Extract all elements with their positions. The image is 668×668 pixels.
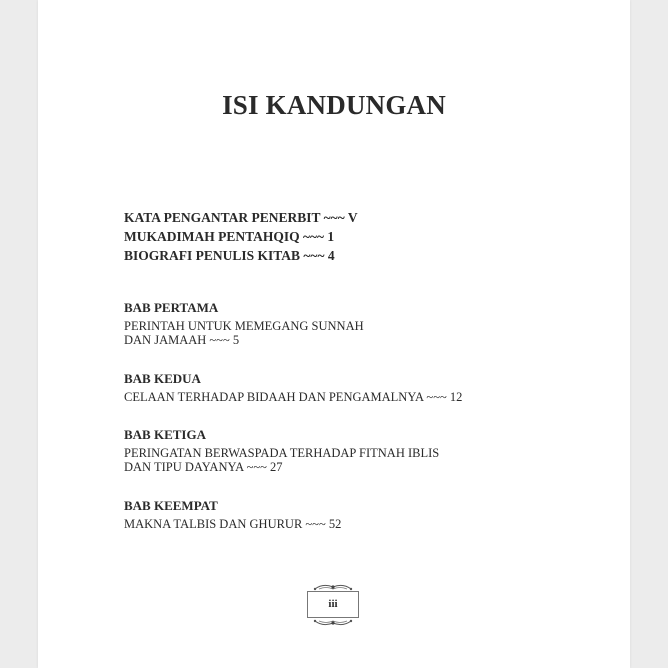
page-number-ornament	[303, 583, 363, 627]
toc-entry-biografi: BIOGRAFI PENULIS KITAB ~~~ 4	[124, 248, 335, 263]
page-title: ISI KANDUNGAN	[222, 90, 446, 120]
chapter-label: BAB KETIGA	[124, 427, 206, 442]
chapter-section-pertama	[124, 299, 364, 347]
chapter-entry: CELAAN TERHADAP BIDAAH DAN PENGAMALNYA ~~~ 12	[124, 390, 463, 404]
toc-entry-mukadimah: MUKADIMAH PENTAHQIQ ~~~ 1	[124, 229, 335, 244]
chapter-section-kedua	[124, 370, 462, 404]
chapter-label: BAB KEEMPAT	[124, 498, 218, 513]
chapter-entry: MAKNA TALBIS DAN GHURUR ~~~ 52	[124, 517, 342, 531]
chapter-section-ketiga	[124, 426, 439, 474]
front-matter-list	[124, 208, 358, 265]
chapter-entry: PERINGATAN BERWASPADA TERHADAP FITNAH IBLIS DAN TIPU DAYANYA ~~~ 27	[124, 446, 440, 474]
chapter-section-keempat	[124, 497, 341, 531]
chapter-label: BAB KEDUA	[124, 371, 201, 386]
chapter-label: BAB PERTAMA	[124, 300, 219, 315]
page-number: iii	[328, 598, 338, 610]
book-page	[38, 0, 630, 668]
chapter-entry: PERINTAH UNTUK MEMEGANG SUNNAH DAN JAMAAH ~~~ 5	[124, 319, 364, 347]
toc-entry-kata-pengantar: KATA PENGANTAR PENERBIT ~~~ V	[124, 210, 358, 225]
